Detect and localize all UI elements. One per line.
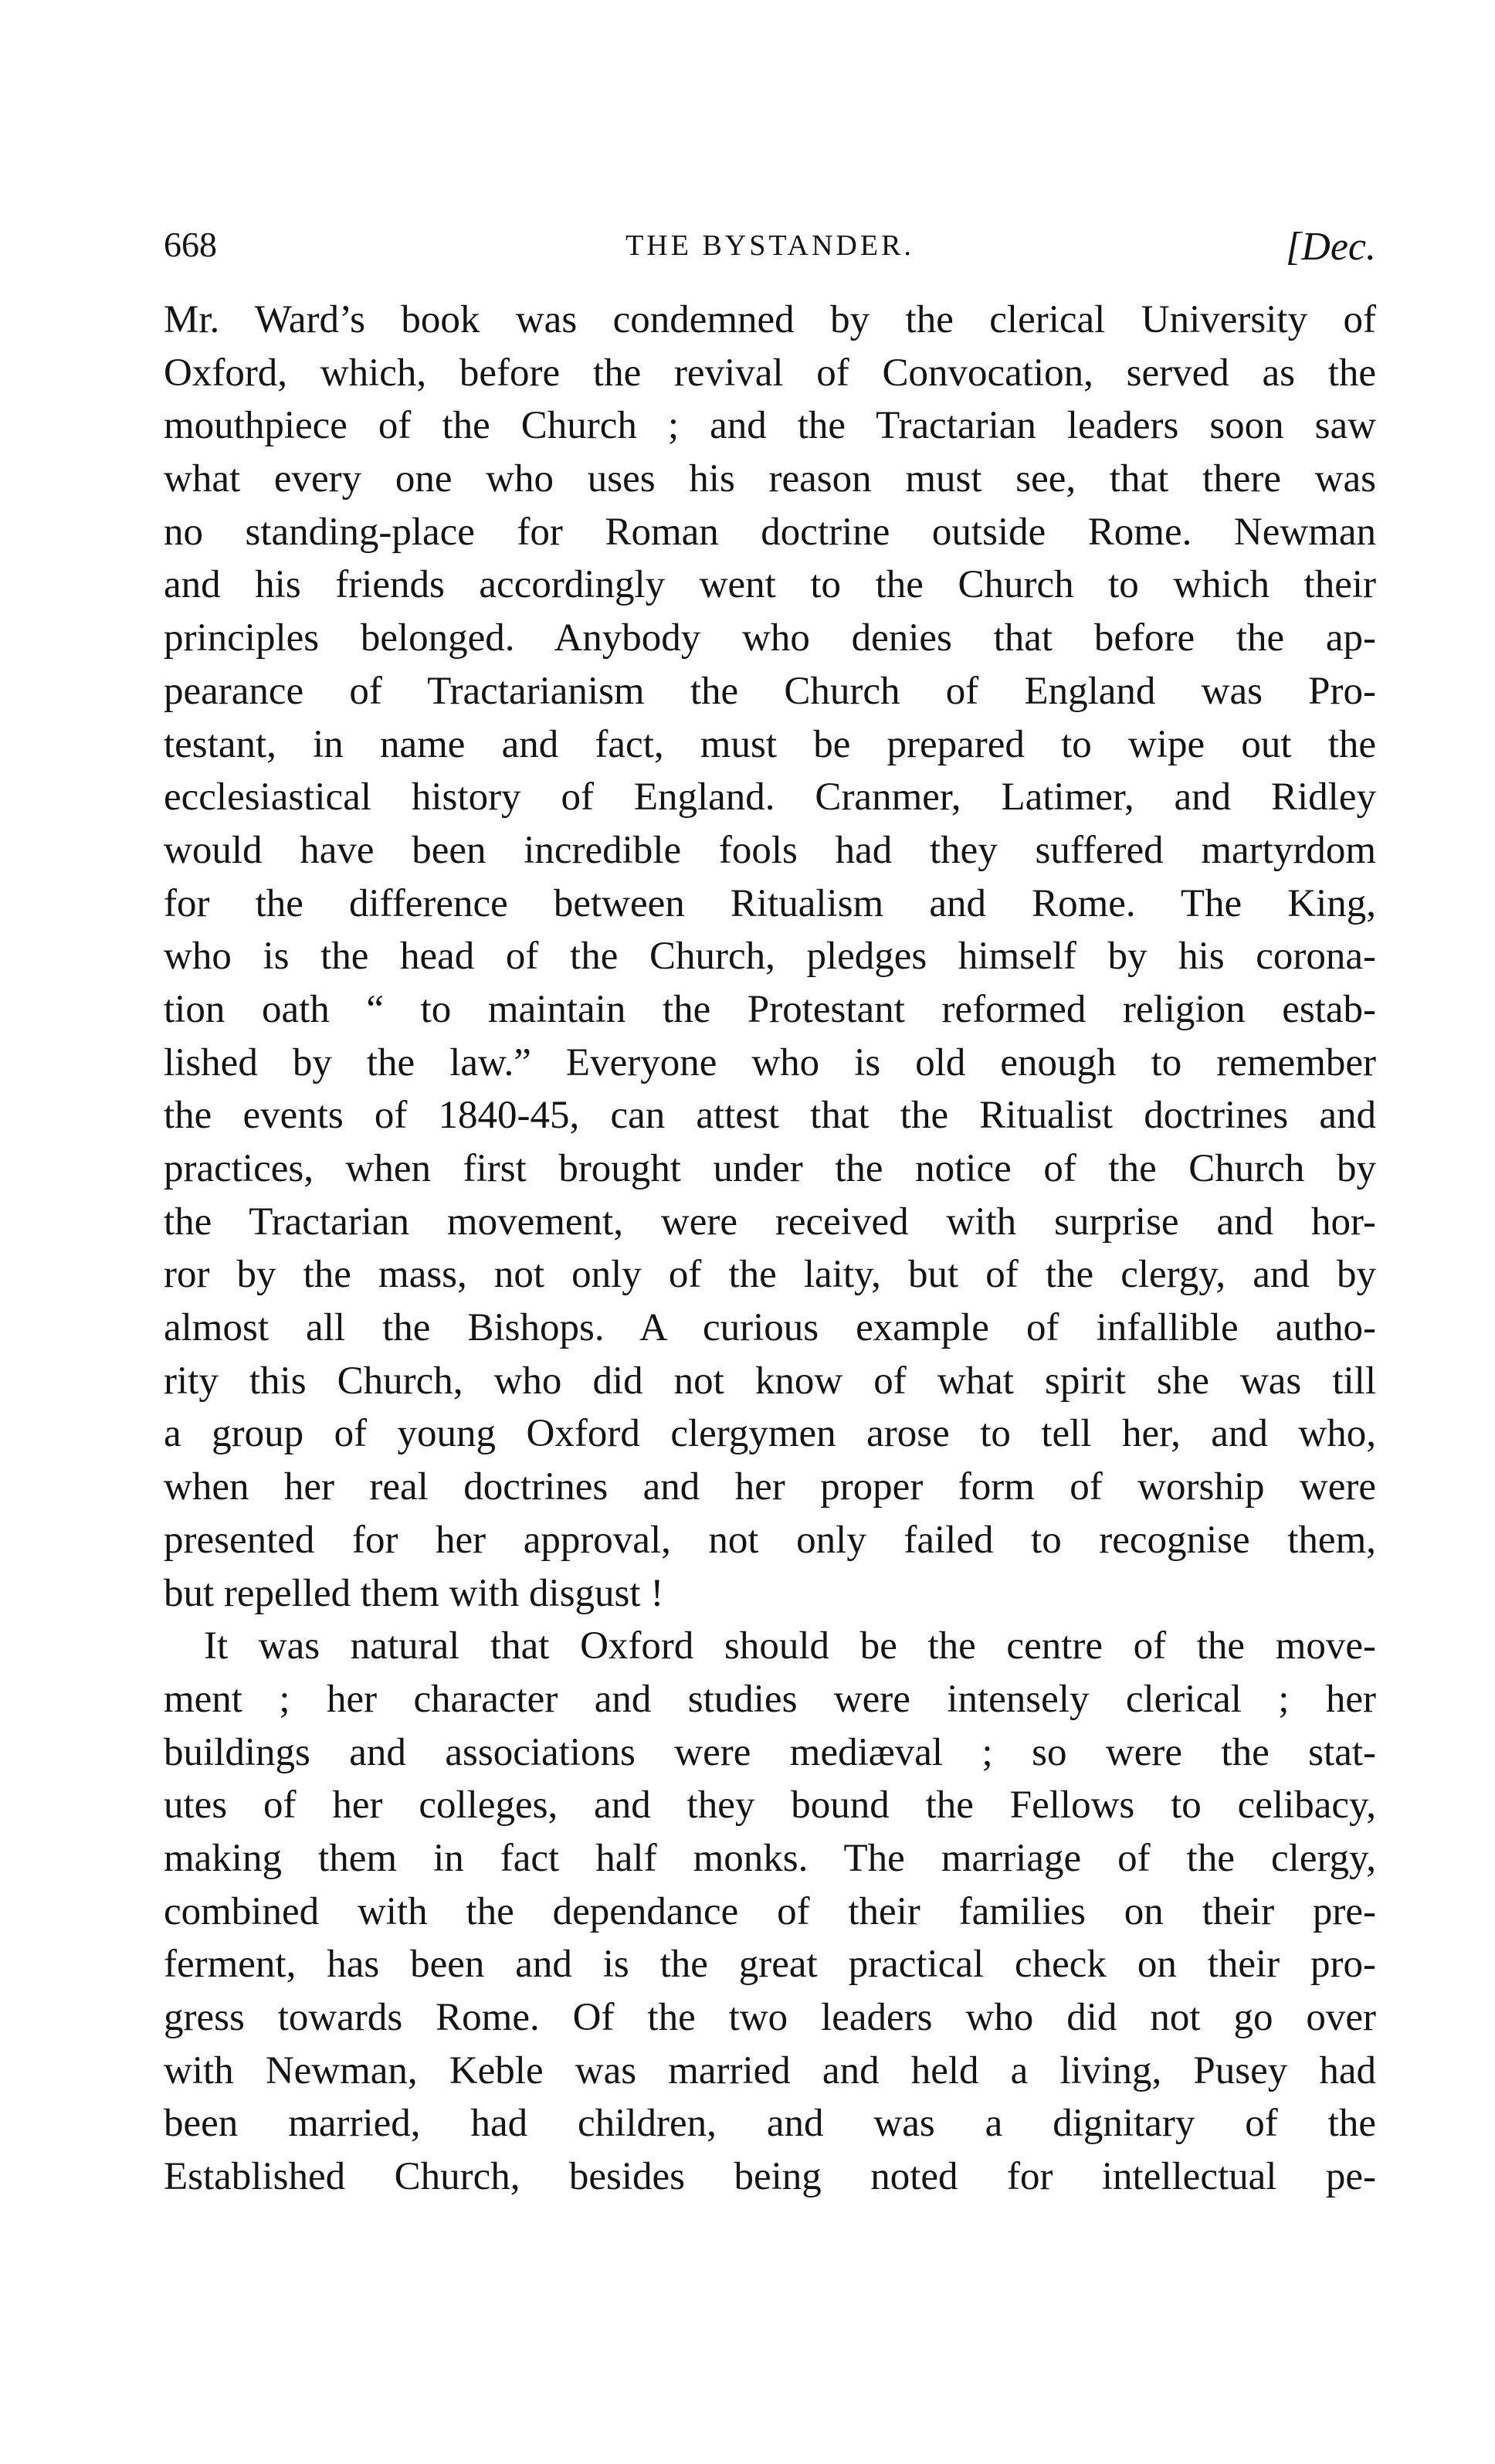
running-month: [Dec. (1286, 225, 1376, 269)
text-line: Established Church, besides being noted for intellectual pe- (164, 2155, 1376, 2199)
text-line: Oxford, which, before the revival of Convocation, served as the (164, 351, 1376, 395)
text-line: principles belonged. Anybody who denies that before the ap- (164, 616, 1376, 660)
text-line: pearance of Tractarianism the Church of England was Pro- (164, 669, 1376, 713)
text-line: when her real doctrines and her proper form of worship were (164, 1465, 1376, 1509)
text-line: with Newman, Keble was married and held a living, Pusey had (164, 2048, 1376, 2092)
text-line: for the difference between Ritualism and Rome. The King, (164, 881, 1376, 925)
text-line: ror by the mass, not only of the laity, but of the clergy, and by (164, 1253, 1376, 1297)
text-line: and his friends accordingly went to the Church to which their (164, 563, 1376, 607)
text-line: ferment, has been and is the great practical check on their pro- (164, 1943, 1376, 1987)
text-line: been married, had children, and was a dignitary of the (164, 2102, 1376, 2146)
text-line: practices, when first brought under the notice of the Church by (164, 1147, 1376, 1190)
text-line: It was natural that Oxford should be the centre of the move- (204, 1624, 1376, 1668)
text-line: making them in fact half monks. The marriage of the clergy, (164, 1836, 1376, 1880)
text-line: the events of 1840-45, can attest that the Ritualist doctrines and (164, 1094, 1376, 1138)
text-line: ment ; her character and studies were intensely clerical ; her (164, 1677, 1376, 1721)
text-line: ecclesiastical history of England. Cranmer, Latimer, and Ridley (164, 776, 1376, 820)
page-header (164, 224, 1376, 294)
paragraph (164, 1620, 1376, 2204)
text-line: the Tractarian movement, were received with surprise and hor- (164, 1200, 1376, 1244)
text-line: Mr. Ward’s book was condemned by the clerical University of (164, 298, 1376, 341)
running-title: THE BYSTANDER. (625, 229, 914, 262)
text-line: presented for her approval, not only failed to recognise them, (164, 1518, 1376, 1562)
body-text (164, 294, 1376, 2204)
text-line: would have been incredible fools had they suffered martyrdom (164, 828, 1376, 872)
text-line: who is the head of the Church, pledges himself by his corona- (164, 935, 1376, 979)
text-line: but repelled them with disgust ! (164, 1571, 664, 1615)
text-line: almost all the Bishops. A curious example of infallible autho- (164, 1306, 1376, 1350)
text-line: testant, in name and fact, must be prepared to wipe out the (164, 722, 1376, 766)
page-number: 668 (164, 225, 217, 264)
text-line: mouthpiece of the Church ; and the Tractarian leaders soon saw (164, 404, 1376, 448)
paragraph (164, 294, 1376, 1620)
text-line: no standing-place for Roman doctrine outside Rome. Newman (164, 510, 1376, 554)
text-line: lished by the law.” Everyone who is old enough to remember (164, 1040, 1376, 1084)
text-line: a group of young Oxford clergymen arose to tell her, and who, (164, 1412, 1376, 1456)
text-line: utes of her colleges, and they bound the Fellows to celibacy, (164, 1784, 1376, 1828)
text-line: gress towards Rome. Of the two leaders who did not go over (164, 1996, 1376, 2039)
text-line: what every one who uses his reason must see, that there was (164, 457, 1376, 501)
document-page (164, 224, 1376, 2204)
text-line: rity this Church, who did not know of what spirit she was till (164, 1359, 1376, 1403)
text-line: tion oath “ to maintain the Protestant reformed religion estab- (164, 987, 1376, 1031)
text-line: buildings and associations were mediæval ; so were the stat- (164, 1730, 1376, 1774)
text-line: combined with the dependance of their families on their pre- (164, 1889, 1376, 1933)
